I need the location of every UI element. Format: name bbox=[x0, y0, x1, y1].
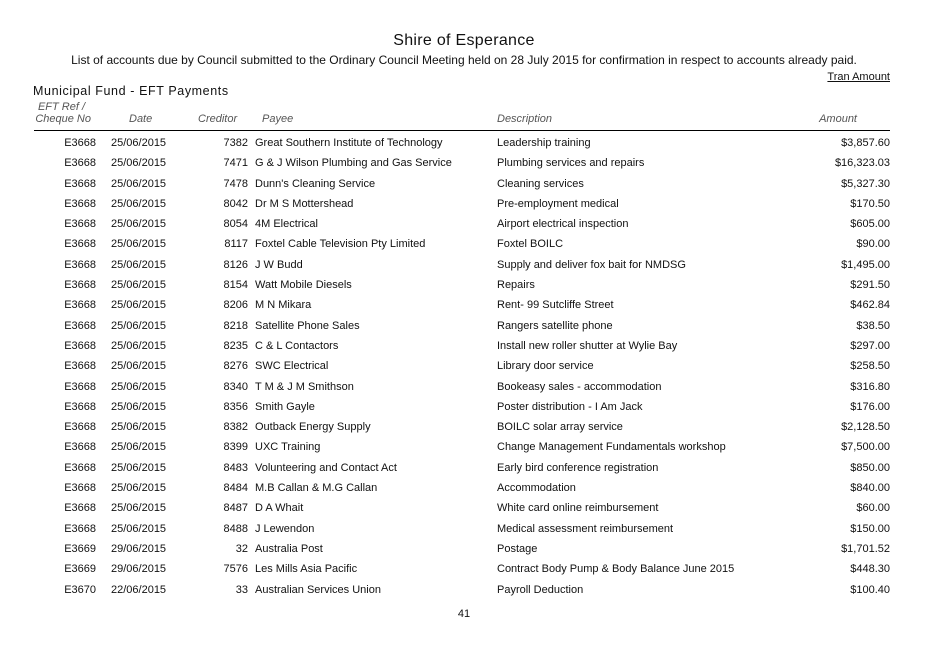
column-header-ref-line2: Cheque No bbox=[35, 113, 91, 125]
cell-amount: $605.00 bbox=[850, 218, 890, 231]
table-row bbox=[0, 173, 928, 193]
cell-payee: J W Budd bbox=[255, 258, 303, 271]
cell-date: 25/06/2015 bbox=[111, 218, 167, 231]
cell-creditor: 33 bbox=[235, 583, 248, 596]
cell-ref: E3670 bbox=[64, 583, 96, 596]
cell-date: 25/06/2015 bbox=[111, 441, 167, 454]
cell-ref: E3668 bbox=[64, 319, 96, 332]
table-row bbox=[0, 294, 928, 314]
cell-creditor: 8042 bbox=[223, 197, 248, 210]
cell-creditor: 8488 bbox=[223, 522, 248, 535]
cell-creditor: 8484 bbox=[223, 482, 248, 495]
cell-date: 25/06/2015 bbox=[111, 380, 167, 393]
cell-description: Postage bbox=[497, 542, 538, 555]
table-row bbox=[0, 274, 928, 294]
cell-date: 25/06/2015 bbox=[111, 502, 167, 515]
cell-creditor: 8382 bbox=[223, 421, 248, 434]
cell-payee: Dr M S Mottershead bbox=[255, 197, 354, 210]
cell-creditor: 7471 bbox=[223, 157, 248, 170]
cell-amount: $291.50 bbox=[850, 279, 890, 292]
cell-ref: E3668 bbox=[64, 441, 96, 454]
table-row bbox=[0, 558, 928, 578]
cell-amount: $16,323.03 bbox=[834, 157, 890, 170]
cell-payee: Outback Energy Supply bbox=[255, 421, 371, 434]
table-row bbox=[0, 579, 928, 599]
cell-creditor: 8126 bbox=[223, 258, 248, 271]
cell-creditor: 8206 bbox=[223, 299, 248, 312]
cell-date: 25/06/2015 bbox=[111, 319, 167, 332]
cell-creditor: 8218 bbox=[223, 319, 248, 332]
table-row bbox=[0, 416, 928, 436]
cell-description: Poster distribution - I Am Jack bbox=[497, 400, 643, 413]
cell-amount: $840.00 bbox=[850, 482, 890, 495]
cell-description: Cleaning services bbox=[497, 177, 584, 190]
cell-amount: $170.50 bbox=[850, 197, 890, 210]
cell-description: White card online reimbursement bbox=[497, 502, 659, 515]
table-row bbox=[0, 376, 928, 396]
cell-description: Accommodation bbox=[497, 482, 576, 495]
column-header-creditor: Creditor bbox=[198, 113, 238, 125]
cell-date: 25/06/2015 bbox=[111, 360, 167, 373]
cell-payee: UXC Training bbox=[255, 441, 321, 454]
cell-amount: $176.00 bbox=[850, 400, 890, 413]
cell-description: Pre-employment medical bbox=[497, 197, 619, 210]
table-row bbox=[0, 355, 928, 375]
table-row bbox=[0, 254, 928, 274]
cell-description: BOILC solar array service bbox=[497, 421, 623, 434]
cell-description: Change Management Fundamentals workshop bbox=[497, 441, 726, 454]
cell-payee: M N Mikara bbox=[255, 299, 312, 312]
table-row bbox=[0, 497, 928, 517]
cell-description: Rent- 99 Sutcliffe Street bbox=[497, 299, 614, 312]
cell-date: 29/06/2015 bbox=[111, 563, 167, 576]
cell-amount: $150.00 bbox=[850, 522, 890, 535]
table-row bbox=[0, 193, 928, 213]
cell-ref: E3668 bbox=[64, 421, 96, 434]
section-heading: Municipal Fund - EFT Payments bbox=[33, 84, 229, 98]
cell-description: Plumbing services and repairs bbox=[497, 157, 645, 170]
cell-amount: $2,128.50 bbox=[841, 421, 890, 434]
cell-date: 25/06/2015 bbox=[111, 461, 167, 474]
table-row bbox=[0, 132, 928, 152]
cell-date: 25/06/2015 bbox=[111, 299, 167, 312]
cell-amount: $5,327.30 bbox=[841, 177, 890, 190]
cell-ref: E3668 bbox=[64, 279, 96, 292]
cell-amount: $1,701.52 bbox=[841, 542, 890, 555]
cell-amount: $7,500.00 bbox=[841, 441, 890, 454]
report-subtitle: List of accounts due by Council submitted to the Ordinary Council Meeting held on 28 July 2015 for confirmation in respect to accounts already paid. bbox=[71, 53, 857, 67]
cell-description: Early bird conference registration bbox=[497, 461, 659, 474]
cell-ref: E3669 bbox=[64, 563, 96, 576]
cell-description: Contract Body Pump & Body Balance June 2015 bbox=[497, 563, 735, 576]
cell-payee: Australia Post bbox=[255, 542, 323, 555]
cell-creditor: 8483 bbox=[223, 461, 248, 474]
cell-creditor: 8276 bbox=[223, 360, 248, 373]
cell-description: Medical assessment reimbursement bbox=[497, 522, 674, 535]
cell-ref: E3668 bbox=[64, 177, 96, 190]
cell-creditor: 8487 bbox=[223, 502, 248, 515]
cell-payee: C & L Contactors bbox=[255, 339, 339, 352]
cell-description: Leadership training bbox=[497, 137, 591, 149]
table-row bbox=[0, 538, 928, 558]
cell-ref: E3668 bbox=[64, 502, 96, 515]
cell-payee: SWC Electrical bbox=[255, 360, 329, 373]
cell-date: 25/06/2015 bbox=[111, 197, 167, 210]
cell-creditor: 8154 bbox=[223, 279, 248, 292]
cell-ref: E3668 bbox=[64, 400, 96, 413]
cell-date: 25/06/2015 bbox=[111, 339, 167, 352]
cell-date: 25/06/2015 bbox=[111, 177, 167, 190]
cell-description: Supply and deliver fox bait for NMDSG bbox=[497, 258, 686, 271]
tran-amount-label: Tran Amount bbox=[827, 71, 890, 83]
cell-creditor: 8117 bbox=[224, 238, 248, 251]
cell-ref: E3668 bbox=[64, 299, 96, 312]
cell-amount: $60.00 bbox=[856, 502, 890, 515]
header-divider bbox=[34, 130, 890, 131]
page-title: Shire of Esperance bbox=[393, 32, 535, 49]
table-row bbox=[0, 477, 928, 497]
cell-date: 25/06/2015 bbox=[111, 522, 167, 535]
table-row bbox=[0, 396, 928, 416]
cell-creditor: 8235 bbox=[223, 339, 248, 352]
cell-creditor: 7382 bbox=[223, 137, 248, 149]
cell-amount: $1,495.00 bbox=[841, 258, 890, 271]
cell-payee: G & J Wilson Plumbing and Gas Service bbox=[255, 157, 452, 170]
cell-creditor: 7478 bbox=[223, 177, 248, 190]
table-row bbox=[0, 436, 928, 456]
cell-description: Repairs bbox=[497, 279, 535, 292]
cell-payee: Volunteering and Contact Act bbox=[255, 461, 397, 474]
cell-date: 22/06/2015 bbox=[111, 583, 167, 596]
cell-amount: $3,857.60 bbox=[841, 137, 890, 149]
cell-payee: Les Mills Asia Pacific bbox=[255, 563, 358, 576]
page-number: 41 bbox=[457, 608, 471, 620]
cell-amount: $100.40 bbox=[850, 583, 890, 596]
cell-creditor: 8399 bbox=[223, 441, 248, 454]
cell-amount: $38.50 bbox=[856, 319, 890, 332]
cell-payee: Watt Mobile Diesels bbox=[255, 279, 352, 292]
cell-ref: E3668 bbox=[64, 157, 96, 170]
cell-amount: $316.80 bbox=[850, 380, 890, 393]
column-header-payee: Payee bbox=[262, 113, 294, 125]
cell-ref: E3668 bbox=[64, 238, 96, 251]
cell-ref: E3668 bbox=[64, 522, 96, 535]
cell-amount: $850.00 bbox=[850, 461, 890, 474]
cell-payee: Great Southern Institute of Technology bbox=[255, 137, 443, 149]
table-row bbox=[0, 233, 928, 253]
cell-payee: Satellite Phone Sales bbox=[255, 319, 360, 332]
cell-date: 25/06/2015 bbox=[111, 258, 167, 271]
cell-ref: E3668 bbox=[64, 339, 96, 352]
table-row bbox=[0, 315, 928, 335]
cell-amount: $462.84 bbox=[850, 299, 890, 312]
cell-creditor: 8340 bbox=[223, 380, 248, 393]
cell-amount: $448.30 bbox=[850, 563, 890, 576]
cell-date: 29/06/2015 bbox=[111, 542, 167, 555]
cell-description: Install new roller shutter at Wylie Bay bbox=[497, 339, 678, 352]
table-row bbox=[0, 152, 928, 172]
cell-payee: 4M Electrical bbox=[255, 218, 318, 231]
cell-payee: Dunn's Cleaning Service bbox=[255, 177, 376, 190]
cell-payee: Smith Gayle bbox=[255, 400, 315, 413]
cell-ref: E3668 bbox=[64, 197, 96, 210]
cell-date: 25/06/2015 bbox=[111, 137, 167, 149]
column-header-ref-line1: EFT Ref / bbox=[37, 101, 85, 113]
cell-payee: D A Whait bbox=[255, 502, 304, 515]
cell-creditor: 8356 bbox=[223, 400, 248, 413]
cell-date: 25/06/2015 bbox=[111, 482, 167, 495]
cell-description: Foxtel BOILC bbox=[497, 238, 564, 251]
cell-ref: E3668 bbox=[64, 380, 96, 393]
cell-creditor: 7576 bbox=[223, 563, 248, 576]
cell-date: 25/06/2015 bbox=[111, 279, 167, 292]
cell-ref: E3668 bbox=[64, 137, 96, 149]
cell-description: Rangers satellite phone bbox=[497, 319, 613, 332]
cell-date: 25/06/2015 bbox=[111, 157, 167, 170]
cell-description: Library door service bbox=[497, 360, 594, 373]
column-header-date: Date bbox=[129, 113, 153, 125]
column-header-description: Description bbox=[497, 113, 553, 125]
column-header-amount: Amount bbox=[819, 113, 857, 125]
payments-table-body bbox=[0, 132, 928, 599]
cell-description: Bookeasy sales - accommodation bbox=[497, 380, 662, 393]
cell-payee: Foxtel Cable Television Pty Limited bbox=[255, 238, 426, 251]
table-row bbox=[0, 518, 928, 538]
cell-payee: M.B Callan & M.G Callan bbox=[255, 482, 378, 495]
cell-creditor: 32 bbox=[235, 542, 248, 555]
table-row bbox=[0, 457, 928, 477]
table-row bbox=[0, 213, 928, 233]
cell-ref: E3668 bbox=[64, 258, 96, 271]
cell-amount: $90.00 bbox=[856, 238, 890, 251]
cell-description: Payroll Deduction bbox=[497, 583, 584, 596]
cell-date: 25/06/2015 bbox=[111, 400, 167, 413]
cell-payee: T M & J M Smithson bbox=[255, 380, 354, 393]
cell-description: Airport electrical inspection bbox=[497, 218, 629, 231]
cell-creditor: 8054 bbox=[223, 218, 248, 231]
cell-payee: J Lewendon bbox=[255, 522, 315, 535]
cell-ref: E3668 bbox=[64, 461, 96, 474]
cell-date: 25/06/2015 bbox=[111, 238, 167, 251]
cell-amount: $258.50 bbox=[850, 360, 890, 373]
cell-ref: E3668 bbox=[64, 482, 96, 495]
cell-amount: $297.00 bbox=[850, 339, 890, 352]
cell-ref: E3668 bbox=[64, 218, 96, 231]
table-row bbox=[0, 335, 928, 355]
cell-ref: E3668 bbox=[64, 360, 96, 373]
cell-date: 25/06/2015 bbox=[111, 421, 167, 434]
cell-ref: E3669 bbox=[64, 542, 96, 555]
cell-payee: Australian Services Union bbox=[255, 583, 381, 596]
